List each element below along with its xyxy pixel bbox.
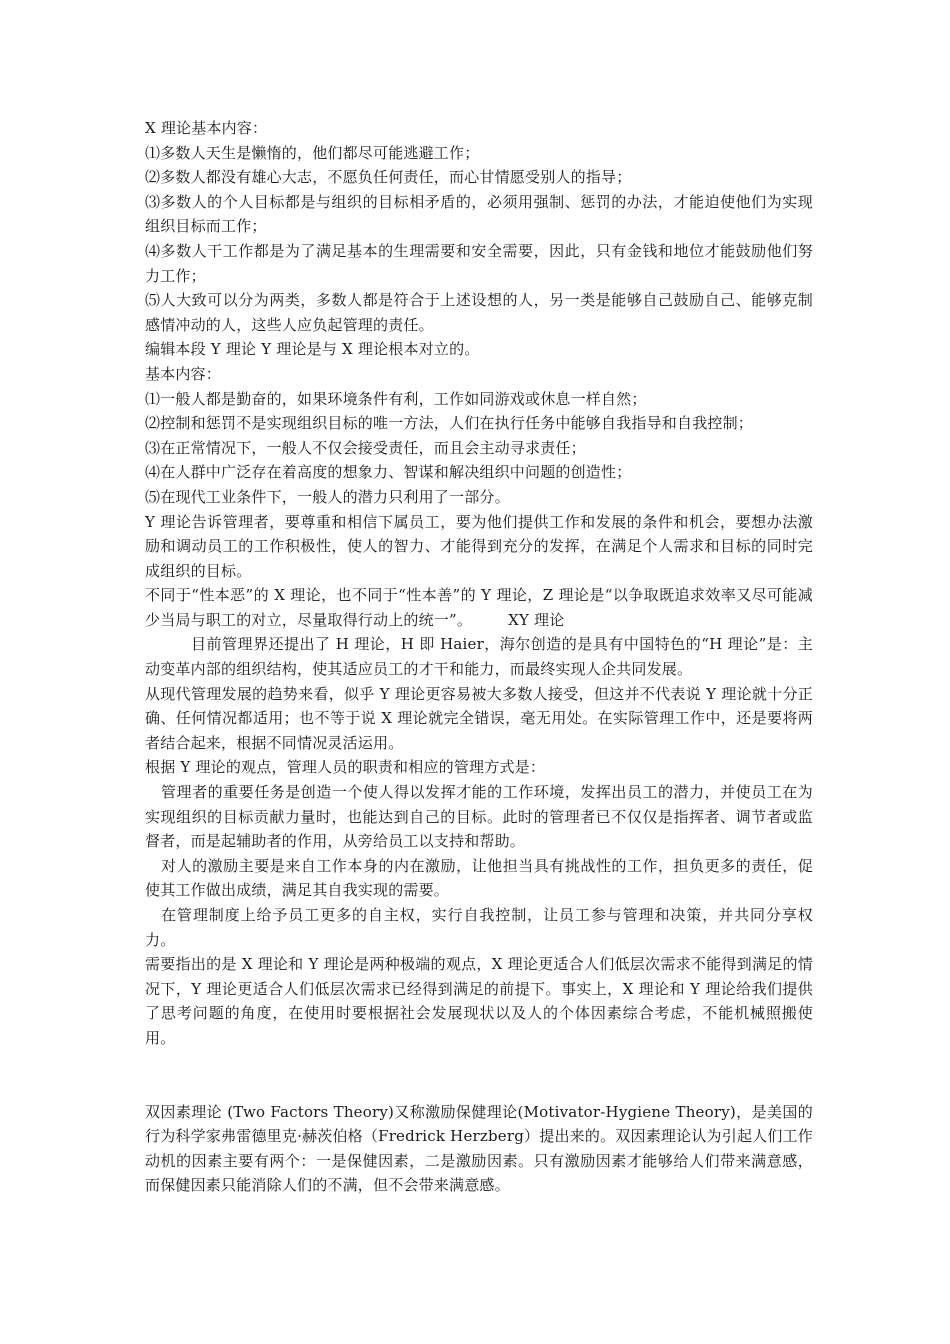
x-theory-point-4: ⑷多数人干工作都是为了满足基本的生理需要和安全需要，因此，只有金钱和地位才能鼓励他们努力工作； <box>145 241 813 285</box>
h-theory-paragraph: 目前管理界还提出了 H 理论，H 即 Haier，海尔创造的是具有中国特色的“H 理论”是：主动变革内部的组织结构，使其适应员工的才干和能力，而最终实现人企共同发展。 <box>145 635 813 679</box>
x-theory-heading: X 理论基本内容： <box>145 119 268 137</box>
z-theory-paragraph <box>145 583 813 632</box>
y-theory-point-3: ⑶在正常情况下，一般人不仅会接受责任，而且会主动寻求责任； <box>145 438 586 457</box>
z-theory-text: 不同于“性本恶”的 X 理论，也不同于“性本善”的 Y 理论，Z 理论是“以争取既追求效率又尽可能减少当局与职工的对立，尽量取得行动上的统一”。 <box>145 586 813 629</box>
x-theory-point-3: ⑶多数人的个人目标都是与组织的目标相矛盾的，必须用强制、惩罚的办法，才能迫使他们为实现组织目标而工作； <box>145 192 813 236</box>
conclusion-paragraph: 需要指出的是 X 理论和 Y 理论是两种极端的观点，X 理论更适合人们低层次需求不能得到满足的情况下，Y 理论更适合人们低层次需求已经得到满足的前提下。事实上，X 理论和 Y 理论给我们提供了思考问题的角度，在使用时要根据社会发展现状以及人的个体因素综合考虑，不能机械照搬使用。 <box>145 955 813 1047</box>
y-theory-point-4: ⑷在人群中广泛存在着高度的想象力、智谋和解决组织中问题的创造性； <box>145 463 632 482</box>
x-theory-point-5: ⑸人大致可以分为两类，多数人都是符合于上述设想的人，另一类是能够自己鼓励自己、能够克制感情冲动的人，这些人应负起管理的责任。 <box>145 291 813 334</box>
y-theory-heading: 基本内容： <box>145 364 222 383</box>
manager-duty-1: 管理者的重要任务是创造一个使人得以发挥才能的工作环境，发挥出员工的潜力，并使员工在为实现组织的目标贡献力量时，也能达到自己的目标。此时的管理者已不仅仅是指挥者、调节者或监督者，而是起辅助者的作用，从旁给员工以支持和帮助。 <box>145 783 813 851</box>
y-theory-point-5: ⑸在现代工业条件下，一般人的潜力只利用了一部分。 <box>145 487 510 506</box>
y-theory-summary: Y 理论告诉管理者，要尊重和相信下属员工，要为他们提供工作和发展的条件和机会，要想办法激励和调动员工的工作积极性，使人的智力、才能得到充分的发挥，在满足个人需求和目标的同时完成组织的目标。 <box>145 512 813 580</box>
x-theory-point-1: ⑴多数人天生是懒惰的，他们都尽可能逃避工作； <box>145 143 480 162</box>
document-body <box>145 116 813 1198</box>
section-gap <box>145 1051 813 1100</box>
manager-duty-2: 对人的激励主要是来自工作本身的内在激励，让他担当具有挑战性的工作，担负更多的责任，促使其工作做出成绩，满足其自我实现的需要。 <box>145 856 813 900</box>
y-theory-point-2: ⑵控制和惩罚不是实现组织目标的唯一方法，人们在执行任务中能够自我指导和自我控制； <box>145 414 754 433</box>
two-factor-theory-paragraph: 双因素理论 (Two Factors Theory)又称激励保健理论(Motivator-Hygiene Theory)，是美国的行为科学家弗雷德里克·赫茨伯格（Fredrick Herzberg）提出来的。双因素理论认为引起人们工作动机的因素主要有两个：一是保健因素，二是激励因素。只有激励因素才能够给人们带来满意感，而保健因素只能消除人们的不满，但不会带来满意感。 <box>145 1102 813 1195</box>
manager-duty-3: 在管理制度上给予员工更多的自主权，实行自我控制，让员工参与管理和决策，并共同分享权力。 <box>145 906 813 949</box>
y-theory-intro: 编辑本段 Y 理论 Y 理论是与 X 理论根本对立的。 <box>145 340 480 359</box>
x-theory-point-2: ⑵多数人都没有雄心大志，不愿负任何责任，而心甘情愿受别人的指导； <box>145 168 632 187</box>
manager-duties-heading: 根据 Y 理论的观点，管理人员的职责和相应的管理方式是： <box>145 758 546 777</box>
trend-paragraph: 从现代管理发展的趋势来看，似乎 Y 理论更容易被大多数人接受，但这并不代表说 Y 理论就十分正确、任何情况都适用；也不等于说 X 理论就完全错误，毫无用处。在实际管理工作中，还是要将两者结合起来，根据不同情况灵活运用。 <box>145 684 813 752</box>
y-theory-point-1: ⑴一般人都是勤奋的，如果环境条件有利，工作如同游戏或休息一样自然； <box>145 389 647 408</box>
xy-theory-label: XY 理论 <box>508 610 565 629</box>
